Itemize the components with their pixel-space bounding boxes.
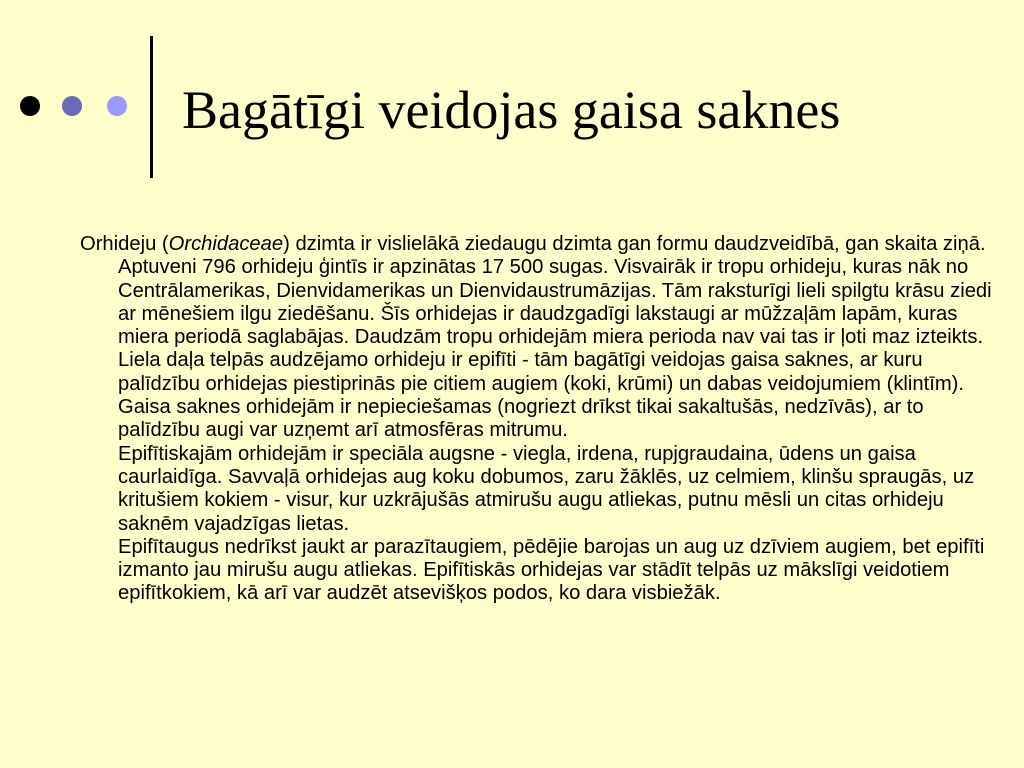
body-paragraph-2: Epifītiskajām orhidejām ir speciāla augsne - viegla, irdena, rupjgraudaina, ūdens un gaisa caurlaidīga. Savvaļā orhidejas aug koku dobumos, zaru žāklēs, uz celmiem, klinšu spraugās, uz kritušiem kokiem - visur, kur uzkrājušās atmirušu augu atliekas, putnu mēsli un citas orhideju saknēm vajadzīgas lietas. — [118, 442, 975, 535]
slide-body — [80, 233, 1010, 606]
body-paragraph-3: Epifītaugus nedrīkst jaukt ar parazītaugiem, pēdējie barojas un aug uz dzīviem augiem, bet epifīti izmanto jau mirušu augu atliekas. Epifītiskās orhidejas var stādīt telpās uz mākslīgi veidotiem epifītkokiem, kā arī var audzēt atsevišķos podos, ko dara visbiežāk. — [118, 535, 985, 605]
circle-dot-icon — [107, 96, 127, 116]
latin-family-name: Orchidaceae — [168, 233, 284, 255]
circle-dot-icon — [20, 96, 40, 116]
body-paragraph-1 — [80, 233, 1010, 443]
circle-dot-icon — [62, 96, 82, 116]
paragraph-1-text: ) dzimta ir vislielākā ziedaugu dzimta gan formu daudzveidībā, gan skaita ziņā. Aptuveni 796 orhideju ģintīs ir apzinātas 17 500 sugas. Visvairāk ir tropu orhideju, kuras nāk no Centrālamerikas, Dienvidamerikas un Dienvidaustrumāzijas. Tām raksturīgi lieli spilgtu krāsu ziedi ar mēnešiem ilgu ziedēšanu. Šīs orhidejas ir daudzgadīgi lakstaugi ar mūžzaļām lapām, kuras miera periodā saglabājas. Daudzām tropu orhidejām miera perioda nav vai tas ir ļoti maz izteikts. Liela daļa telpās audzējamo orhideju ir epifīti - tām bagātīgi veidojas gaisa saknes, ar kuru palīdzību orhidejas piestiprinās pie citiem augiem (koki, krūmi) un dabas veidojumiem (klintīm). Gaisa saknes orhidejām ir nepieciešamas (nogriezt drīkst tikai sakaltušās, nedzīvās), ar to palīdzību augi var uzņemt arī atmosfēras mitrumu. — [118, 233, 992, 442]
slide-title: Bagātīgi veidojas gaisa saknes — [182, 80, 841, 140]
title-divider — [150, 36, 153, 178]
paragraph-1-prefix: Orhideju ( — [80, 233, 169, 255]
